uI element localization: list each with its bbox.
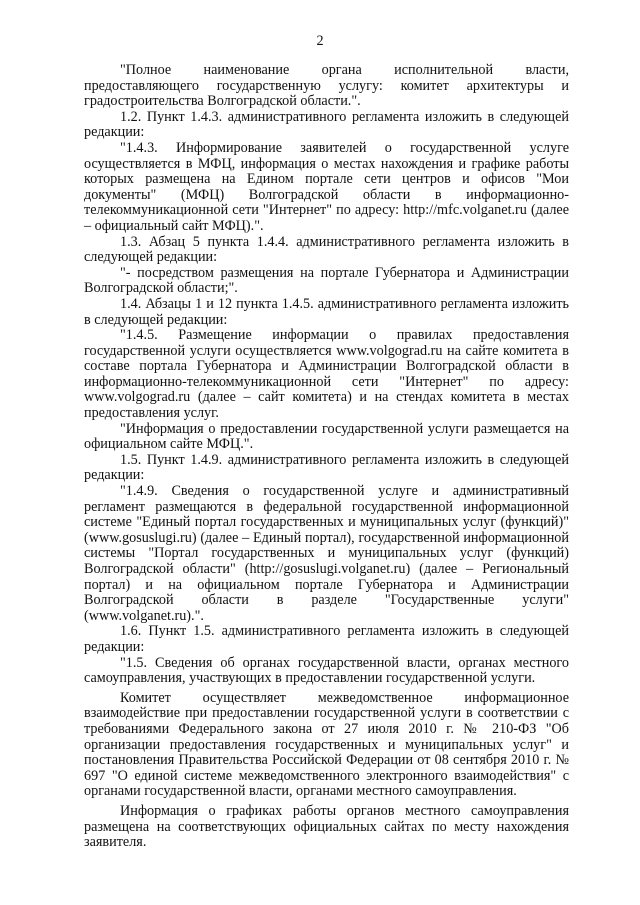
paragraph-mfc-info: "Информация о предоставлении государственной услуги размещается на официальном сайте МФЦ.". (84, 420, 569, 453)
paragraph-1-5: 1.5. Пункт 1.4.9. административного регламента изложить в следующей редакции: (84, 451, 569, 484)
paragraph-1-6: 1.6. Пункт 1.5. административного регламента изложить в следующей редакции: (84, 623, 569, 655)
paragraph-committee-interaction: Комитет осуществляет межведомственное информационное взаимодействие при предоставлении государственной услуги в соответствии с требованиями Федерального закона от 27 июля 2010 г. № 210-ФЗ "Об организации предоставления государственных и муниципальных услуг" и постановления Правительства Российской Федерации от 08 сентября 2010 г. № 697 "О единой системе межведомственного электронного взаимодействия" с органами государственной власти, органами местного самоуправления. (84, 689, 569, 800)
paragraph-organ-name: "Полное наименование органа исполнительной власти, предоставляющего государственную услугу: комитет архитектуры и градостроительства Волгоградской области.". (84, 62, 569, 110)
paragraph-1-3: 1.3. Абзац 5 пункта 1.4.4. административного регламента изложить в следующей редакции: (84, 233, 569, 266)
paragraph-1-5-organs: "1.5. Сведения об органах государственной власти, органах местного самоуправления, участвующих в предоставлении государственной услуги. (84, 654, 569, 687)
paragraph-1-2: 1.2. Пункт 1.4.3. административного регламента изложить в следующей редакции: (84, 108, 569, 141)
paragraph-1-4-3: "1.4.3. Информирование заявителей о государственной услуге осуществляется в МФЦ, информация о местах нахождения и графике работы которых размещена на Едином портале сети центров и офисов "Мои документы" (МФЦ) Волгоградской области в информационно-телекоммуникационной сети "Интернет" по адресу: http://mfc.volganet.ru (далее – официальный сайт МФЦ).". (84, 139, 569, 234)
paragraph-1-4: 1.4. Абзацы 1 и 12 пункта 1.4.5. административного регламента изложить в следующей редакции: (84, 295, 569, 328)
page-number: 2 (316, 33, 324, 49)
paragraph-1-4-9: "1.4.9. Сведения о государственной услуге и административный регламент размещаются в федеральной государственной информационной системе "Единый портал государственных и муниципальных услуг (функций)" (www.gosuslugi.ru) (далее – Единый портал), государственной информационной системы "Портал государственных и муниципальных услуг (функций) Волгоградской области" (http://gosuslugi.volganet.ru) (далее – Региональный портал) и на официальном портале Губернатора и Администрации Волгоградской области в разделе "Государственные услуги" (www.volganet.ru).". (84, 483, 569, 624)
paragraph-1-4-5: "1.4.5. Размещение информации о правилах предоставления государственной услуги осуществляется www.volgograd.ru на сайте комитета в составе портала Губернатора и Администрации Волгоградской области в информационно-телекоммуникационной сети "Интернет" по адресу: www.volgograd.ru (далее – сайт комитета) и на стендах комитета в местах предоставления услуг. (84, 327, 569, 422)
paragraph-schedule-info: Информация о графиках работы органов местного самоуправления размещена на соответствующих официальных сайтах по месту нахождения заявителя. (84, 802, 569, 851)
document-body (84, 63, 569, 851)
paragraph-portal: "- посредством размещения на портале Губернатора и Администрации Волгоградской области;". (84, 264, 569, 297)
